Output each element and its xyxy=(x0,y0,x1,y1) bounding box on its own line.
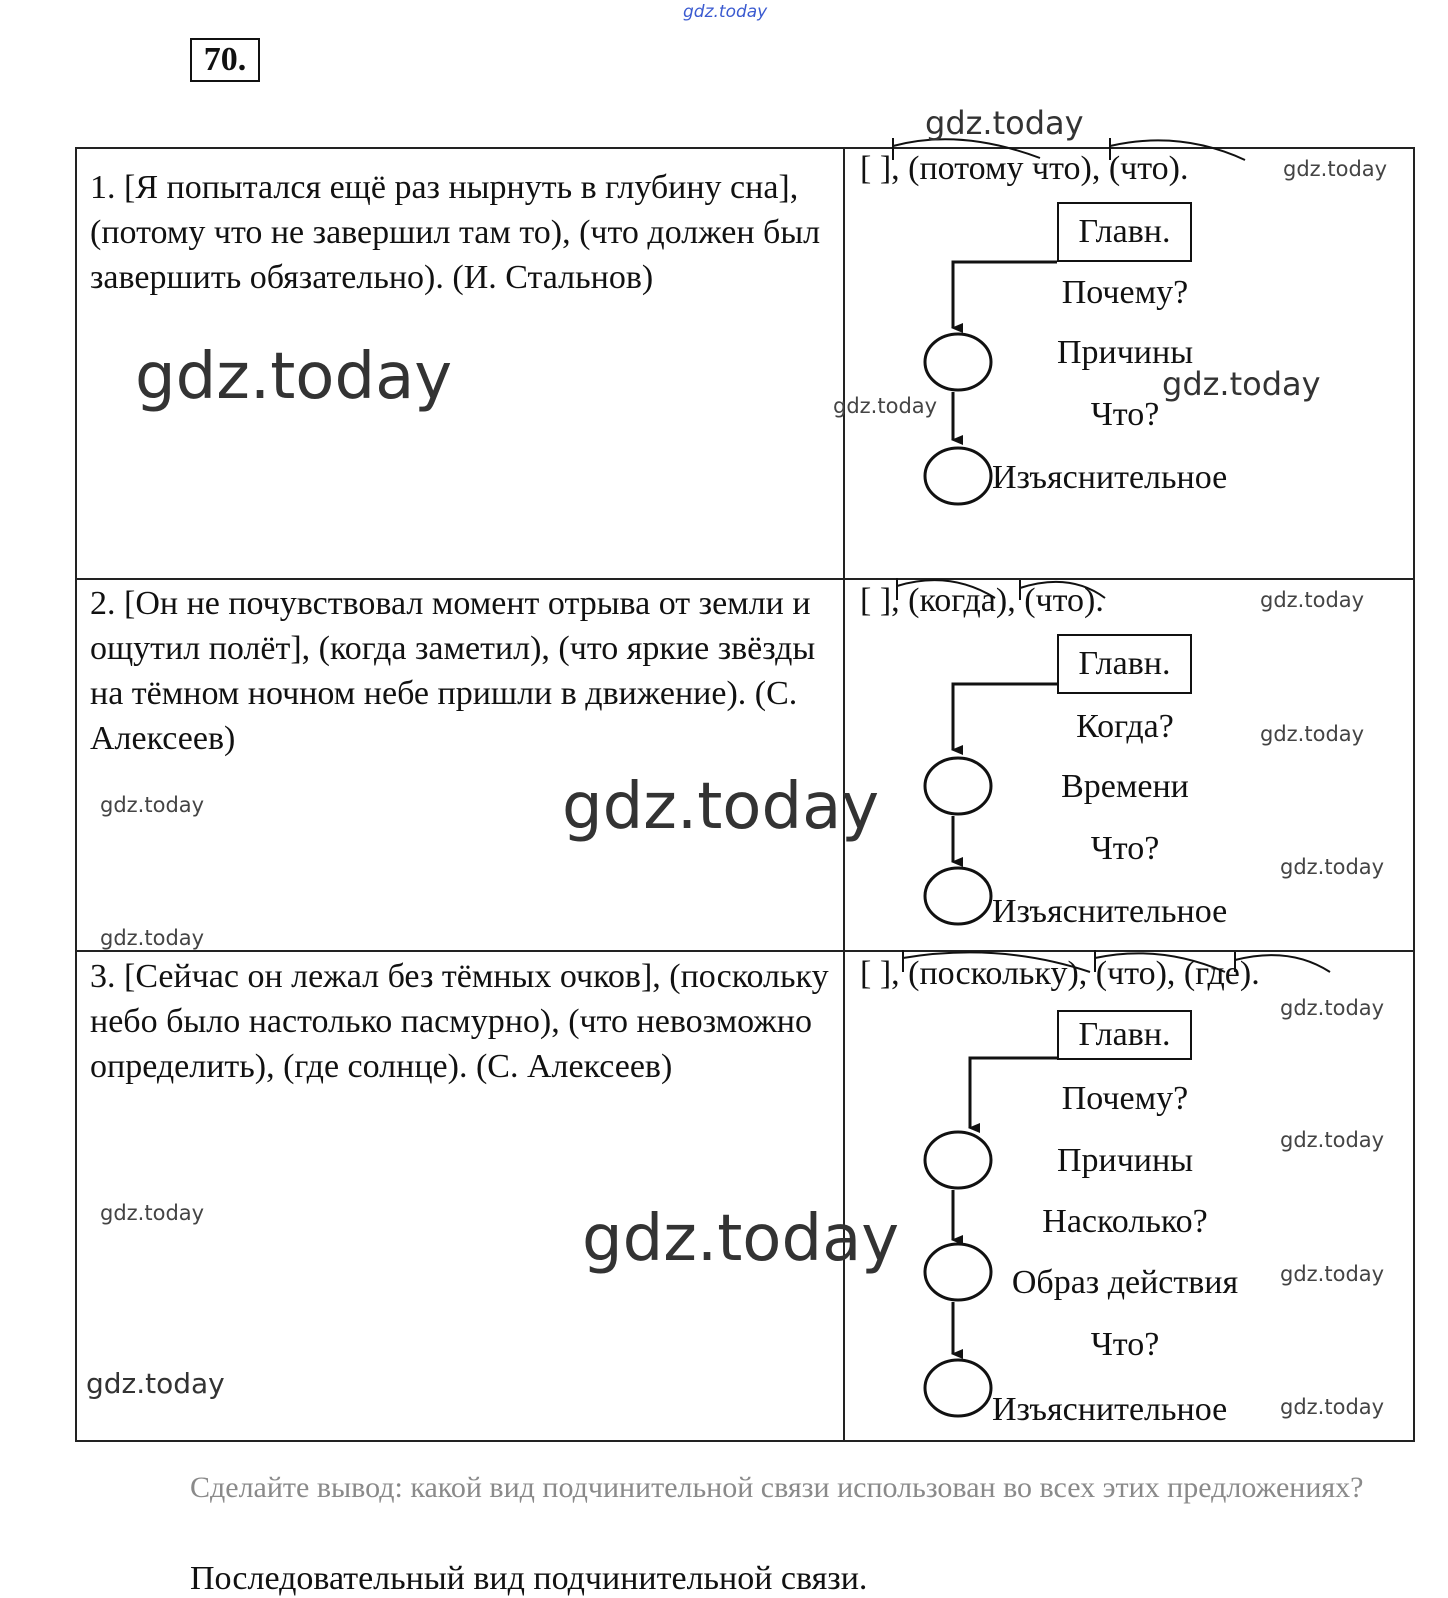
watermark: gdz.today xyxy=(1280,996,1385,1020)
table-row-divider-1 xyxy=(75,578,1415,580)
watermark: gdz.today xyxy=(1162,365,1321,403)
watermark: gdz.today xyxy=(1260,722,1365,746)
watermark: gdz.today xyxy=(100,1201,205,1225)
clause-type-label: Причины xyxy=(1056,334,1194,371)
watermark: gdz.today xyxy=(582,1202,900,1276)
formula-2: [ ], (когда), (что). xyxy=(860,582,1104,619)
main-clause-box-1: Главн. xyxy=(1057,202,1192,262)
task-number: 70. xyxy=(190,38,260,82)
question-label: Насколько? xyxy=(1042,1203,1208,1240)
clause-type-label: Изъяснительное xyxy=(992,893,1228,930)
watermark: gdz.today xyxy=(1260,588,1365,612)
table-row-divider-2 xyxy=(75,950,1415,952)
sentence-2: 2. [Он не почувствовал момент отрыва от земли и ощутил полёт], (когда заметил), (что яркие звёзды на тёмном ночном небе пришли в движение). (С. Алексеев) xyxy=(90,585,816,757)
watermark: gdz.today xyxy=(1280,855,1385,879)
question-label: Почему? xyxy=(1061,274,1189,311)
watermark: gdz.today xyxy=(562,770,880,844)
watermark-top: gdz.today xyxy=(683,2,768,22)
conclusion-question: Сделайте вывод: какой вид подчинительной связи использован во всех этих предложениях? xyxy=(190,1471,1364,1504)
question-label: Когда? xyxy=(1076,708,1174,745)
watermark: gdz.today xyxy=(833,394,938,418)
watermark: gdz.today xyxy=(1283,157,1388,181)
clause-type-label: Изъяснительное xyxy=(992,1391,1228,1428)
watermark: gdz.today xyxy=(1280,1262,1385,1286)
question-label: Почему? xyxy=(1061,1080,1189,1117)
watermark: gdz.today xyxy=(100,793,205,817)
formula-1: [ ], (потому что), (что). xyxy=(860,150,1189,187)
watermark: gdz.today xyxy=(86,1367,225,1400)
main-clause-box-2: Главн. xyxy=(1057,634,1192,694)
watermark: gdz.today xyxy=(925,104,1084,142)
main-clause-box-3: Главн. xyxy=(1057,1010,1192,1060)
conclusion-answer: Последовательный вид подчинительной связи. xyxy=(190,1560,868,1597)
clause-type-label: Изъяснительное xyxy=(992,459,1228,496)
question-label: Что? xyxy=(1090,1326,1160,1363)
watermark: gdz.today xyxy=(1280,1128,1385,1152)
clause-type-label: Образ действия xyxy=(1011,1264,1239,1301)
formula-3: [ ], (поскольку), (что), (где). xyxy=(860,955,1260,992)
watermark: gdz.today xyxy=(100,926,205,950)
sentence-3: 3. [Сейчас он лежал без тёмных очков], (поскольку небо было настолько пасмурно), (что невозможно определить), (где солнце). (С. Алексеев) xyxy=(90,958,829,1085)
watermark: gdz.today xyxy=(135,340,453,414)
question-label: Что? xyxy=(1090,830,1160,867)
clause-type-label: Причины xyxy=(1056,1142,1194,1179)
clause-type-label: Времени xyxy=(1061,768,1189,805)
question-label: Что? xyxy=(1090,396,1160,433)
sentence-1: 1. [Я попытался ещё раз нырнуть в глубину сна], (потому что не завершил там то), (что должен был завершить обязательно). (И. Стальнов) xyxy=(90,169,821,296)
watermark: gdz.today xyxy=(1280,1395,1385,1419)
